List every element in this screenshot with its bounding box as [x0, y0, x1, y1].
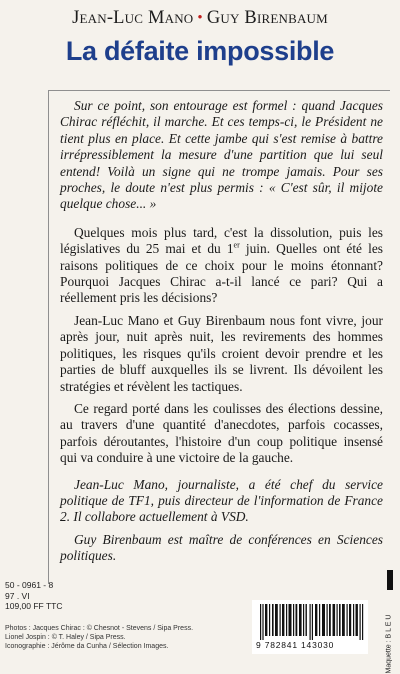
paragraph-1-text-a: Quelques mois plus tard, c'est la dissolution, puis les législatives du 25 mai et du 1 — [60, 224, 383, 257]
paragraph-3: Ce regard porté dans les coulisses des élections dessine, au travers d'une quantité d'anecdotes, parfois cocasses, parfois déroutantes, l'histoire d'un coup politique insensé qui va conduire à une victoire de la gauche. — [60, 400, 383, 466]
product-reference — [5, 580, 62, 612]
paragraph-1 — [60, 225, 383, 307]
blurb — [60, 98, 383, 571]
ean-barcode-icon — [260, 604, 364, 640]
credit-line-1: Photos : Jacques Chirac : © Chesnot - Stevens / Sipa Press. — [5, 625, 194, 632]
maquette-mark — [387, 570, 393, 590]
separator-dot: • — [197, 10, 203, 26]
product-vi: 97 . VI — [5, 590, 30, 601]
credit-line-3: Iconographie : Jérôme da Cunha / Sélection Images. — [5, 643, 169, 650]
bio-mano: Jean-Luc Mano, journaliste, a été chef du service politique de TF1, puis directeur de l'information de France 2. Il collabore actuellement à VSD. — [60, 476, 383, 525]
bio-birenbaum: Guy Birenbaum est maître de conférences en Sciences politiques. — [60, 531, 383, 564]
isbn-number: 9 782841 143030 — [256, 640, 335, 650]
authors-line — [0, 8, 400, 29]
paragraph-1-text-b: juin. Quelles ont été les raisons politiques de ce choix pour le moins étonnant? Pourquoi Jacques Chirac a-t-il lancé ce pari? Qui a réellement pris les décisions? — [60, 241, 383, 306]
credit-line-2: Lionel Jospin : © T. Haley / Sipa Press. — [5, 634, 126, 641]
barcode-block — [252, 600, 368, 654]
photo-credits — [5, 624, 193, 651]
author-2: Guy Birenbaum — [206, 8, 328, 28]
book-title: La défaite impossible — [65, 36, 335, 66]
product-code: 50 - 0961 - 8 — [5, 580, 54, 590]
maquette-credit — [377, 570, 397, 674]
maquette-text: Maquette : B L E U — [385, 614, 393, 674]
author-1: Jean-Luc Mano — [72, 8, 194, 28]
product-price: 109,00 FF TTC — [5, 601, 63, 611]
quote-paragraph: Sur ce point, son entourage est formel : quand Jacques Chirac réfléchit, il marche. Et ces temps-ci, le Président ne tient plus en place. Et cette jambe qui s'est remise à battre irrépressiblement la mesure d'une partition que lui seul entend! Voilà un signe qui ne trompe jamais. Pour ses proches, le doute n'est plus permis : « C'est sûr, il mijote quelque chose... » — [60, 98, 383, 212]
paragraph-2: Jean-Luc Mano et Guy Birenbaum nous font vivre, jour après jour, nuit après nuit, les revirements des hommes politiques, les risques qu'ils croient devoir prendre et les parties de bluff auxquelles ils se livrent. Ils dévoilent les stratégies et révèlent les tactiques. — [60, 312, 383, 394]
superscript-er: er — [233, 240, 240, 250]
